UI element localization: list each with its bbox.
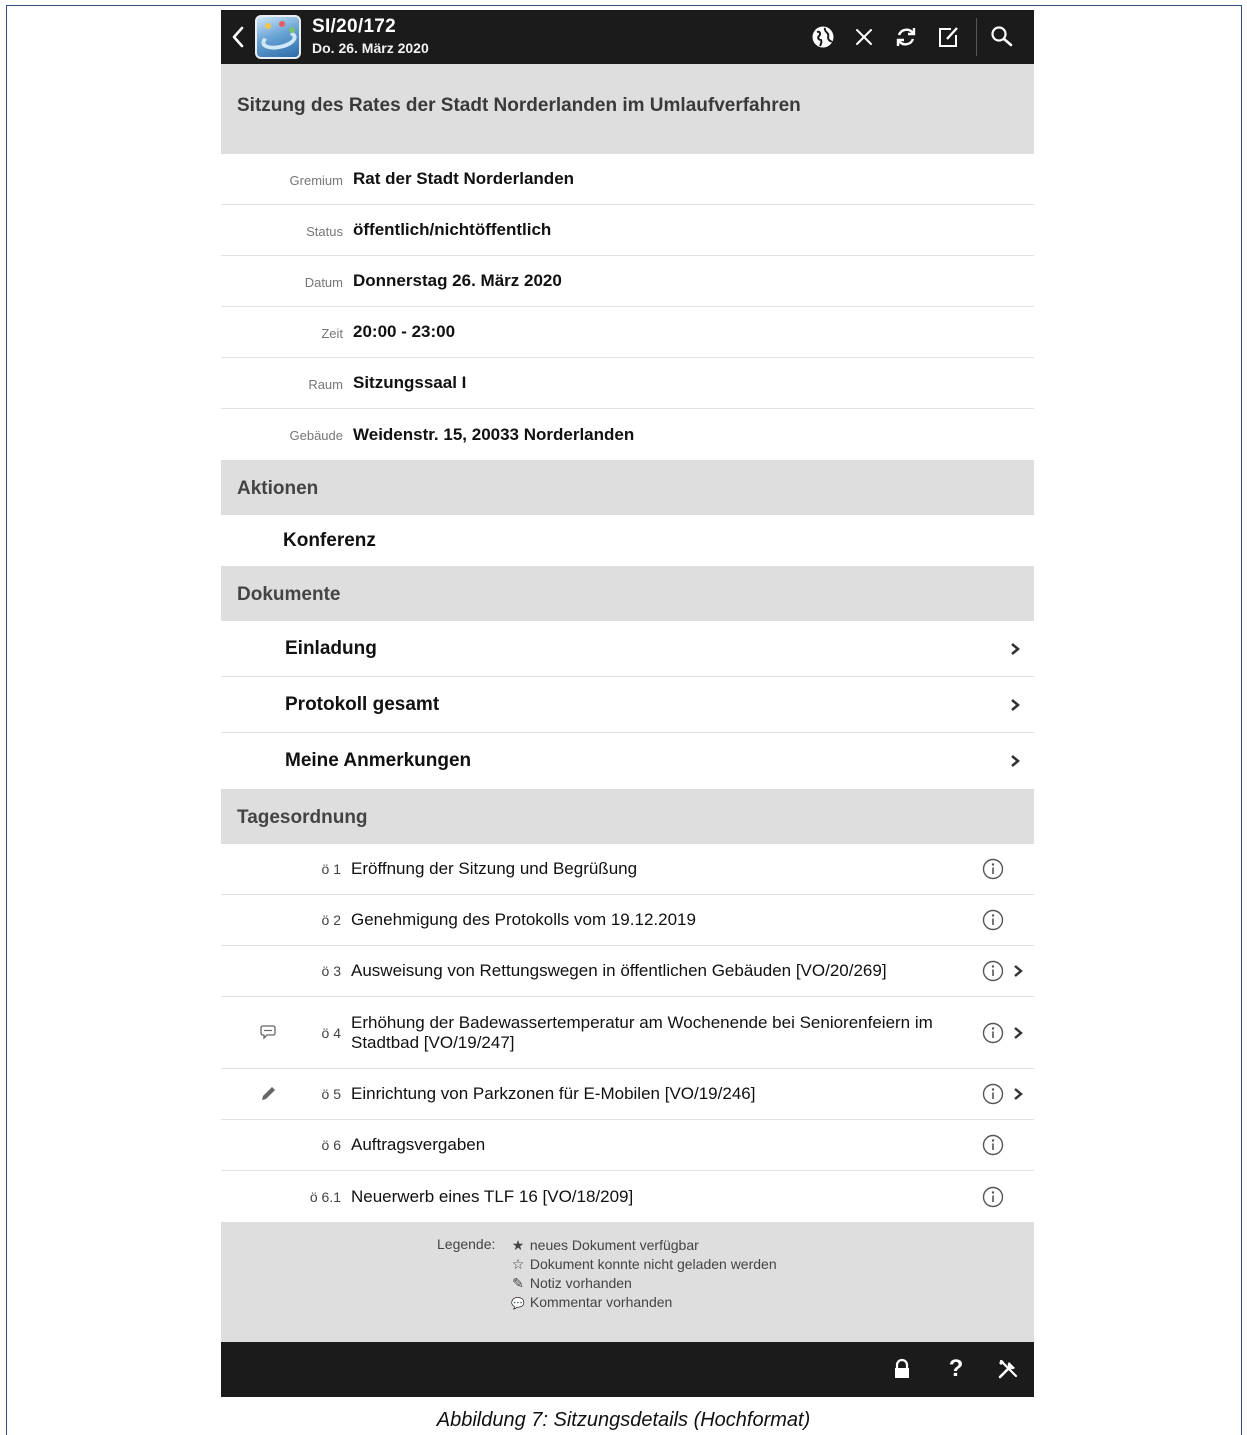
documents-list bbox=[221, 621, 1034, 789]
detail-row-status bbox=[221, 205, 1034, 256]
document-protokoll[interactable] bbox=[221, 677, 1034, 733]
detail-value: Rat der Stadt Norderlanden bbox=[353, 169, 575, 188]
section-actions bbox=[221, 460, 1034, 515]
info-icon[interactable] bbox=[982, 909, 1004, 931]
info-icon[interactable] bbox=[982, 858, 1004, 880]
agenda-number: ö 6.1 bbox=[309, 1188, 341, 1205]
legend-item bbox=[510, 1274, 777, 1293]
legend-title: Legende: bbox=[437, 1236, 496, 1252]
edit-icon[interactable] bbox=[933, 22, 963, 52]
meeting-id: SI/20/172 bbox=[312, 16, 397, 37]
detail-value: öffentlich/nichtöffentlich bbox=[353, 220, 552, 239]
document-einladung[interactable] bbox=[221, 621, 1034, 677]
agenda-text: Erhöhung der Badewassertemperatur am Wochenende bei Seniorenfeiern im Stadtbad [VO/19/247] bbox=[351, 1012, 933, 1052]
legend-item bbox=[510, 1293, 777, 1314]
agenda-item[interactable] bbox=[221, 844, 1034, 895]
agenda-item[interactable] bbox=[221, 1069, 1034, 1120]
lock-icon[interactable] bbox=[887, 1354, 917, 1384]
detail-value: Weidenstr. 15, 20033 Norderlanden bbox=[353, 424, 635, 444]
agenda-list bbox=[221, 844, 1034, 1222]
info-icon[interactable] bbox=[982, 1083, 1004, 1105]
chevron-right-icon[interactable] bbox=[1012, 963, 1024, 979]
back-icon[interactable] bbox=[227, 20, 249, 54]
agenda-text: Genehmigung des Protokolls vom 19.12.2019 bbox=[351, 910, 696, 929]
chevron-right-icon[interactable] bbox=[1012, 1025, 1024, 1041]
agenda-number: ö 2 bbox=[321, 912, 341, 928]
meeting-title: Sitzung des Rates der Stadt Norderlanden im Umlaufverfahren bbox=[237, 95, 801, 116]
info-icon[interactable] bbox=[982, 1022, 1004, 1044]
toolbar-divider bbox=[976, 18, 977, 56]
search-icon[interactable] bbox=[987, 22, 1017, 52]
tools-icon[interactable] bbox=[993, 1354, 1023, 1384]
title-block bbox=[312, 16, 429, 58]
agenda-item[interactable] bbox=[221, 1171, 1034, 1222]
agenda-number: ö 1 bbox=[321, 861, 341, 877]
legend-text: Dokument konnte nicht geladen werden bbox=[529, 1256, 777, 1272]
detail-label: Status bbox=[306, 223, 343, 239]
chevron-right-icon bbox=[1008, 640, 1022, 658]
refresh-icon[interactable] bbox=[891, 22, 921, 52]
document-label: Meine Anmerkungen bbox=[285, 750, 472, 771]
help-label: ? bbox=[948, 1355, 964, 1382]
agenda-text: Auftragsvergaben bbox=[351, 1135, 486, 1154]
info-icon[interactable] bbox=[982, 1134, 1004, 1156]
agenda-item[interactable] bbox=[221, 895, 1034, 946]
section-documents bbox=[221, 566, 1034, 621]
help-icon[interactable] bbox=[941, 1354, 971, 1384]
chevron-right-icon bbox=[1008, 752, 1022, 770]
star-outline-icon: ☆ bbox=[511, 1256, 525, 1272]
meeting-date-short: Do. 26. März 2020 bbox=[312, 40, 429, 56]
legend-text: Kommentar vorhanden bbox=[529, 1294, 673, 1310]
legend-text: neues Dokument verfügbar bbox=[529, 1237, 699, 1253]
close-icon[interactable] bbox=[849, 22, 879, 52]
chevron-right-icon[interactable] bbox=[1012, 1086, 1024, 1102]
detail-row-zeit bbox=[221, 307, 1034, 358]
chevron-right-icon bbox=[1008, 696, 1022, 714]
agenda-number: ö 5 bbox=[321, 1086, 341, 1102]
detail-value: Sitzungssaal I bbox=[353, 373, 467, 392]
agenda-text: Neuerwerb eines TLF 16 [VO/18/209] bbox=[351, 1186, 634, 1206]
section-title: Tagesordnung bbox=[237, 806, 368, 828]
detail-label: Raum bbox=[308, 376, 343, 392]
detail-value: 20:00 - 23:00 bbox=[353, 322, 456, 341]
comment-icon: 💬 bbox=[511, 1298, 525, 1310]
detail-row-gebaeude bbox=[221, 409, 1034, 460]
action-conference[interactable] bbox=[221, 515, 1034, 566]
legend-item bbox=[510, 1255, 777, 1274]
detail-label: Gremium bbox=[289, 172, 343, 188]
section-title: Aktionen bbox=[237, 477, 319, 499]
detail-label: Datum bbox=[304, 274, 343, 290]
legend-list bbox=[510, 1236, 777, 1314]
action-label: Konferenz bbox=[283, 529, 376, 551]
legend bbox=[221, 1222, 1034, 1342]
legend-item bbox=[510, 1236, 777, 1255]
document-anmerkungen[interactable] bbox=[221, 733, 1034, 789]
agenda-number: ö 4 bbox=[321, 1024, 341, 1041]
detail-value: Donnerstag 26. März 2020 bbox=[353, 271, 562, 290]
agenda-number: ö 6 bbox=[321, 1137, 341, 1153]
legend-text: Notiz vorhanden bbox=[529, 1275, 632, 1291]
agenda-number: ö 3 bbox=[321, 963, 341, 979]
details-list bbox=[221, 154, 1034, 460]
figure-caption: Abbildung 7: Sitzungsdetails (Hochformat) bbox=[436, 1409, 811, 1431]
globe-icon[interactable] bbox=[808, 22, 838, 52]
document-label: Protokoll gesamt bbox=[285, 693, 440, 715]
detail-row-gremium bbox=[221, 154, 1034, 205]
agenda-item[interactable] bbox=[221, 997, 1034, 1069]
pencil-icon: ✎ bbox=[512, 1275, 524, 1291]
detail-row-raum bbox=[221, 358, 1034, 409]
agenda-text: Ausweisung von Rettungswegen in öffentlichen Gebäuden [VO/20/269] bbox=[351, 961, 887, 980]
agenda-item[interactable] bbox=[221, 1120, 1034, 1171]
top-bar bbox=[221, 10, 1034, 64]
bottom-bar bbox=[221, 1342, 1034, 1397]
detail-row-datum bbox=[221, 256, 1034, 307]
comment-icon bbox=[259, 1024, 277, 1042]
agenda-item[interactable] bbox=[221, 946, 1034, 997]
agenda-text: Einrichtung von Parkzonen für E-Mobilen [VO/19/246] bbox=[351, 1084, 756, 1103]
section-agenda bbox=[221, 789, 1034, 844]
detail-label: Zeit bbox=[321, 325, 343, 341]
info-icon[interactable] bbox=[982, 1186, 1004, 1208]
pencil-icon bbox=[259, 1085, 277, 1103]
detail-label: Gebäude bbox=[289, 428, 343, 443]
app-logo bbox=[255, 15, 301, 59]
app-screen bbox=[221, 10, 1034, 1397]
agenda-text: Eröffnung der Sitzung und Begrüßung bbox=[351, 859, 638, 878]
meeting-header bbox=[221, 64, 1034, 154]
document-label: Einladung bbox=[285, 637, 377, 659]
section-title: Dokumente bbox=[237, 583, 341, 605]
star-filled-icon: ★ bbox=[511, 1237, 525, 1253]
info-icon[interactable] bbox=[982, 960, 1004, 982]
